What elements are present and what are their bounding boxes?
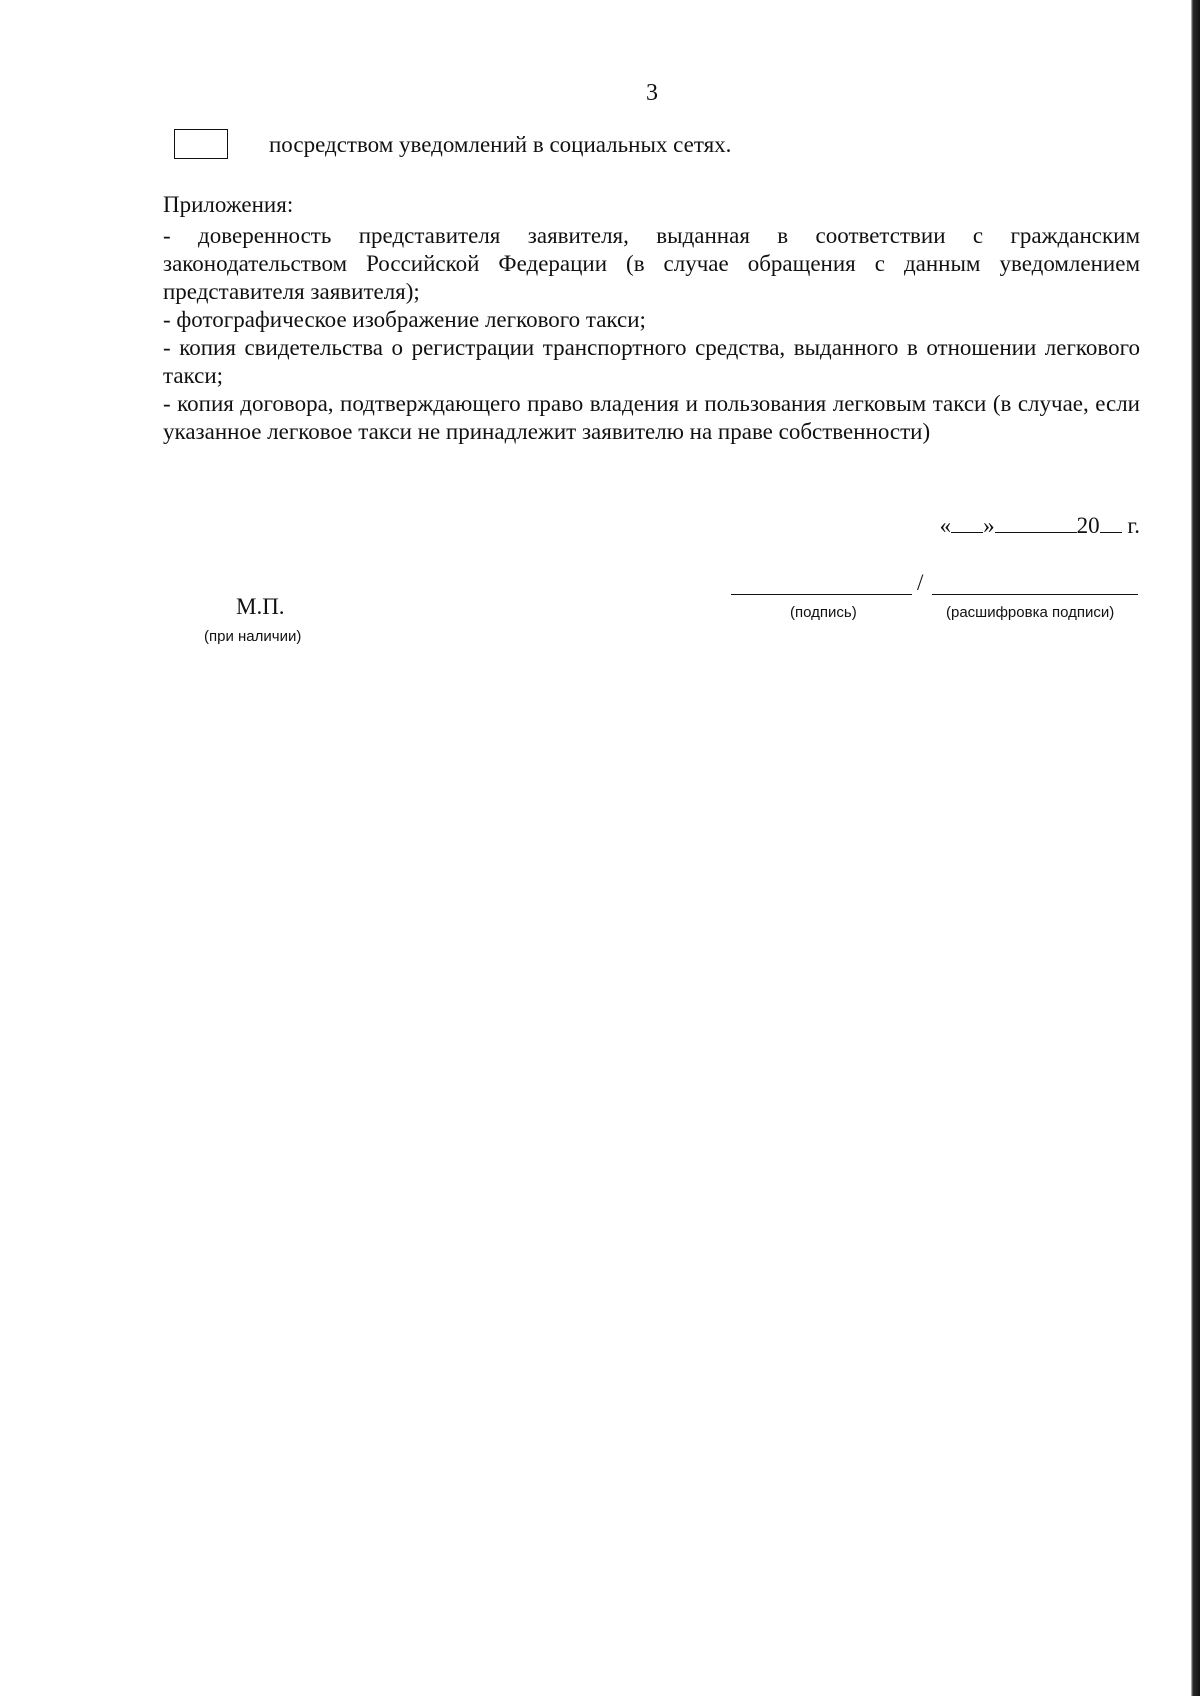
year-prefix: 20 <box>1076 513 1100 538</box>
signature-separator: / <box>917 570 924 595</box>
signature-transcript-line[interactable] <box>932 594 1138 595</box>
stamp-caption: (при наличии) <box>204 628 302 645</box>
signature-line[interactable] <box>731 594 912 595</box>
attachment-item: - фотографическое изображение легкового такси; <box>163 307 646 332</box>
attachment-item: - доверенность представителя заявителя, выданная в соответствии с гражданским законодательством Российской Федерации (в случае обращения с данным уведомлением представителя заявителя); <box>163 223 1140 304</box>
attachments-heading: Приложения: <box>163 192 294 217</box>
social-networks-option-label: посредством уведомлений в социальных сетях. <box>269 132 732 157</box>
day-blank[interactable] <box>951 512 983 533</box>
year-blank[interactable] <box>1100 512 1122 533</box>
scan-edge <box>1191 0 1200 1696</box>
attachment-item: - копия свидетельства о регистрации транспортного средства, выданного в отношении легкового такси; <box>163 335 1140 388</box>
page-number: 3 <box>646 80 658 106</box>
stamp-place-label: М.П. <box>236 594 285 619</box>
year-suffix: г. <box>1127 513 1140 538</box>
signature-transcript-caption: (расшифровка подписи) <box>946 604 1115 621</box>
social-networks-checkbox[interactable] <box>174 129 228 159</box>
month-blank[interactable] <box>995 512 1077 533</box>
date-close-quote: » <box>983 513 995 538</box>
date-open-quote: « <box>939 513 952 538</box>
attachments-list <box>163 222 1140 446</box>
attachment-item: - копия договора, подтверждающего право владения и пользования легковым такси (в случае, если указанное легковое такси не принадлежит заявителю на праве собственности) <box>163 391 1140 444</box>
date-line <box>940 512 1140 539</box>
signature-caption: (подпись) <box>790 604 857 621</box>
